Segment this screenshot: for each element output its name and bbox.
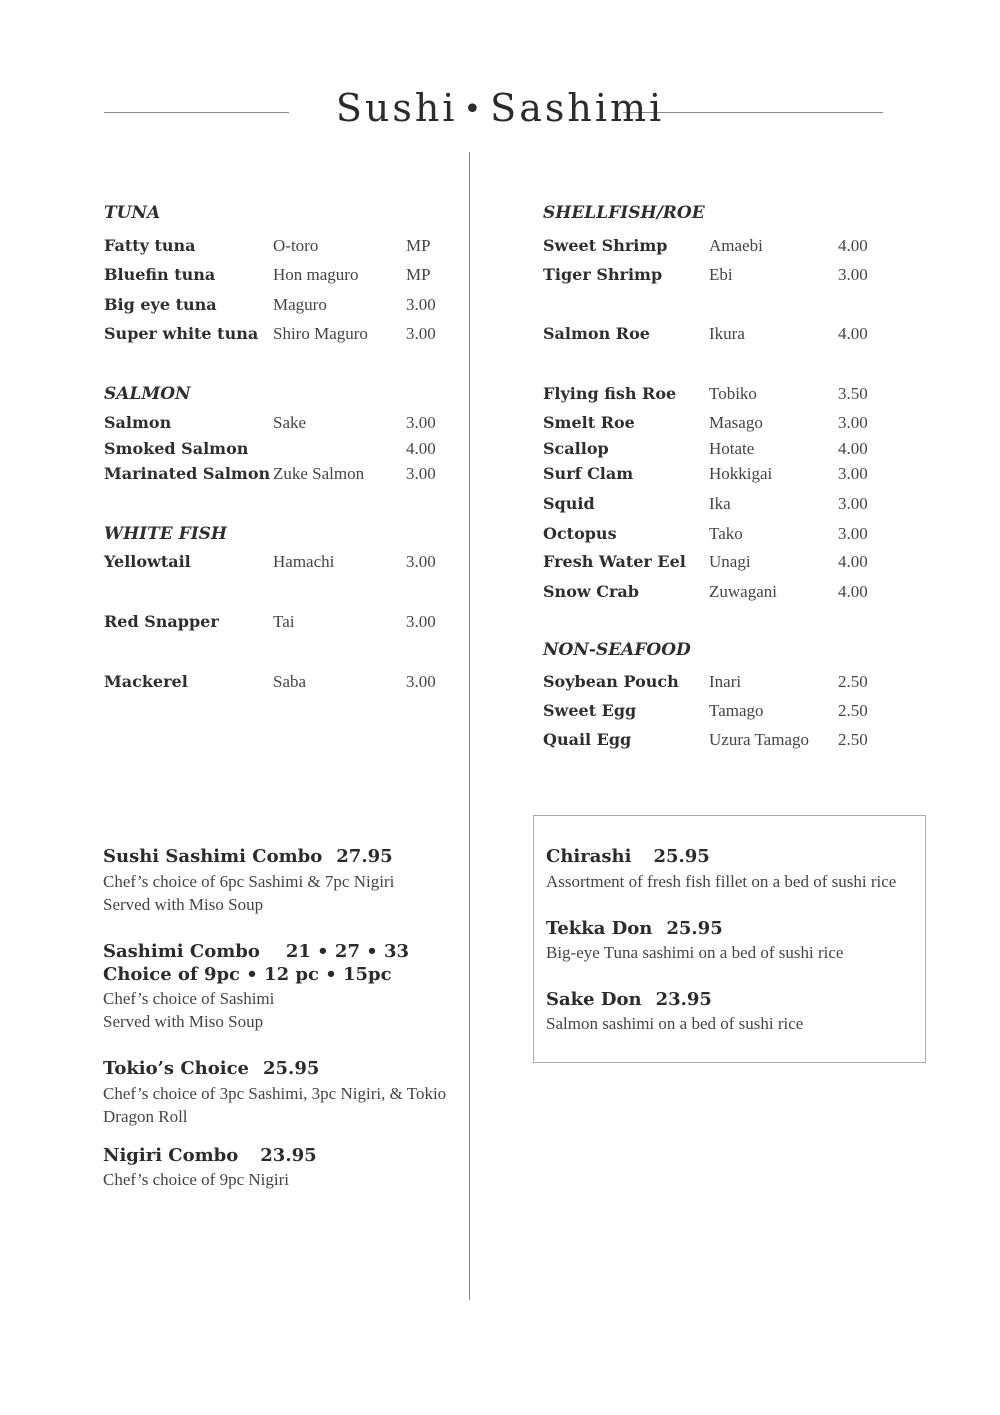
item-japanese-name: Tai — [273, 612, 295, 631]
item-japanese-name: Hon maguro — [273, 265, 359, 284]
item-japanese-name: Zuke Salmon — [273, 464, 365, 483]
item-japanese-name: O-toro — [273, 236, 319, 255]
combo-desc-line: Served with Miso Soup — [103, 1012, 264, 1031]
item-price: 3.00 — [406, 324, 436, 343]
section-title-white-fish: WHITE FISH — [104, 524, 227, 544]
combo-desc-line: Chef’s choice of 9pc Nigiri — [103, 1170, 289, 1189]
section-title-shellfish-roe: SHELLFISH/ROE — [543, 203, 705, 223]
item-name: Squid — [543, 494, 595, 513]
item-price: MP — [406, 236, 431, 255]
item-name: Smoked Salmon — [104, 439, 249, 458]
item-name: Octopus — [543, 524, 617, 543]
bowl-description: Salmon sashimi on a bed of sushi rice — [546, 1014, 804, 1033]
section-title-salmon: SALMON — [104, 384, 191, 404]
combo-price: 27.95 — [336, 846, 393, 867]
combo-name: Nigiri Combo — [103, 1145, 239, 1166]
item-price: 2.50 — [838, 672, 868, 691]
item-japanese-name: Tako — [709, 524, 743, 543]
combo-title — [103, 941, 409, 962]
item-name: Bluefin tuna — [104, 265, 216, 284]
item-price: MP — [406, 265, 431, 284]
item-name: Yellowtail — [104, 552, 191, 571]
bowl-name: Chirashi — [546, 846, 632, 867]
item-name: Super white tuna — [104, 324, 259, 343]
combo-desc-line: Chef’s choice of 3pc Sashimi, 3pc Nigiri, & Tokio — [103, 1084, 447, 1103]
bowl-description: Big-eye Tuna sashimi on a bed of sushi rice — [546, 943, 844, 962]
combo-price: 23.95 — [260, 1145, 317, 1166]
item-name: Sweet Shrimp — [543, 236, 668, 255]
combo-description — [103, 987, 453, 1033]
item-name: Mackerel — [104, 672, 188, 691]
item-price: 3.00 — [406, 295, 436, 314]
item-name: Snow Crab — [543, 582, 639, 601]
item-name: Fatty tuna — [104, 236, 196, 255]
bowl-title — [546, 989, 712, 1010]
item-japanese-name: Zuwagani — [709, 582, 777, 601]
combo-desc-line: Chef’s choice of 6pc Sashimi & 7pc Nigiri — [103, 872, 395, 891]
item-name: Fresh Water Eel — [543, 552, 686, 571]
combo-description — [103, 870, 453, 916]
item-price: 3.00 — [838, 524, 868, 543]
item-name: Red Snapper — [104, 612, 219, 631]
bowl-price: 23.95 — [655, 989, 712, 1010]
combo-description — [103, 1082, 453, 1128]
combo-title — [103, 846, 393, 867]
item-price: 4.00 — [406, 439, 436, 458]
item-japanese-name: Hokkigai — [709, 464, 773, 483]
item-japanese-name: Tamago — [709, 701, 764, 720]
bowl-price: 25.95 — [653, 846, 710, 867]
item-japanese-name: Masago — [709, 413, 763, 432]
bowl-title — [546, 918, 723, 939]
combo-name: Tokio’s Choice — [103, 1058, 249, 1079]
item-price: 3.00 — [406, 612, 436, 631]
item-price: 3.00 — [406, 413, 436, 432]
item-name: Salmon — [104, 413, 172, 432]
item-price: 3.00 — [406, 464, 436, 483]
combo-desc-line: Served with Miso Soup — [103, 895, 264, 914]
item-price: 3.00 — [838, 413, 868, 432]
item-price: 3.50 — [838, 384, 868, 403]
bowl-price: 25.95 — [666, 918, 723, 939]
item-price: 2.50 — [838, 701, 868, 720]
section-title-tuna: TUNA — [104, 203, 161, 223]
item-price: 4.00 — [838, 236, 868, 255]
item-japanese-name: Saba — [273, 672, 307, 691]
item-name: Soybean Pouch — [543, 672, 679, 691]
column-divider — [469, 152, 470, 1300]
bowl-title — [546, 846, 710, 867]
item-price: 4.00 — [838, 439, 868, 458]
item-name: Big eye tuna — [104, 295, 217, 314]
item-price: 3.00 — [406, 672, 436, 691]
item-japanese-name: Unagi — [709, 552, 751, 571]
item-japanese-name: Maguro — [273, 295, 327, 314]
item-name: Marinated Salmon — [104, 464, 271, 483]
item-japanese-name: Ebi — [709, 265, 733, 284]
combo-desc-line: Dragon Roll — [103, 1107, 188, 1126]
item-japanese-name: Sake — [273, 413, 307, 432]
item-price: 3.00 — [838, 464, 868, 483]
combo-price: 21 • 27 • 33 — [285, 941, 410, 962]
item-name: Tiger Shrimp — [543, 265, 663, 284]
item-name: Surf Clam — [543, 464, 634, 483]
combo-title — [103, 1058, 319, 1079]
combo-name: Sushi Sashimi Combo — [103, 846, 323, 867]
bowl-name: Sake Don — [546, 989, 642, 1010]
section-title-non-seafood: NON-SEAFOOD — [543, 640, 691, 660]
item-name: Quail Egg — [543, 730, 632, 749]
combo-options: Choice of 9pc • 12 pc • 15pc — [103, 964, 392, 985]
item-price: 4.00 — [838, 582, 868, 601]
item-japanese-name: Hamachi — [273, 552, 335, 571]
title-sashimi: Sashimi — [490, 86, 665, 130]
item-price: 2.50 — [838, 730, 868, 749]
item-price: 4.00 — [838, 324, 868, 343]
item-japanese-name: Hotate — [709, 439, 755, 458]
item-japanese-name: Tobiko — [709, 384, 757, 403]
item-japanese-name: Ika — [709, 494, 731, 513]
bowl-name: Tekka Don — [546, 918, 653, 939]
item-name: Sweet Egg — [543, 701, 637, 720]
item-name: Flying fish Roe — [543, 384, 677, 403]
item-price: 3.00 — [838, 265, 868, 284]
item-japanese-name: Shiro Maguro — [273, 324, 368, 343]
item-name: Salmon Roe — [543, 324, 650, 343]
item-price: 3.00 — [406, 552, 436, 571]
combo-price: 25.95 — [263, 1058, 320, 1079]
combo-title — [103, 1145, 317, 1166]
combo-desc-line: Chef’s choice of Sashimi — [103, 989, 275, 1008]
item-japanese-name: Amaebi — [709, 236, 763, 255]
item-name: Scallop — [543, 439, 609, 458]
item-name: Smelt Roe — [543, 413, 635, 432]
item-japanese-name: Inari — [709, 672, 742, 691]
item-price: 3.00 — [838, 494, 868, 513]
item-japanese-name: Ikura — [709, 324, 745, 343]
item-price: 4.00 — [838, 552, 868, 571]
bowl-description: Assortment of fresh fish fillet on a bed of sushi rice — [546, 872, 897, 891]
combo-description — [103, 1168, 453, 1191]
item-japanese-name: Uzura Tamago — [709, 730, 809, 749]
page-title — [0, 86, 1000, 130]
title-sushi: Sushi — [335, 86, 458, 130]
title-separator: • — [463, 92, 485, 127]
combo-name: Sashimi Combo — [103, 941, 260, 962]
